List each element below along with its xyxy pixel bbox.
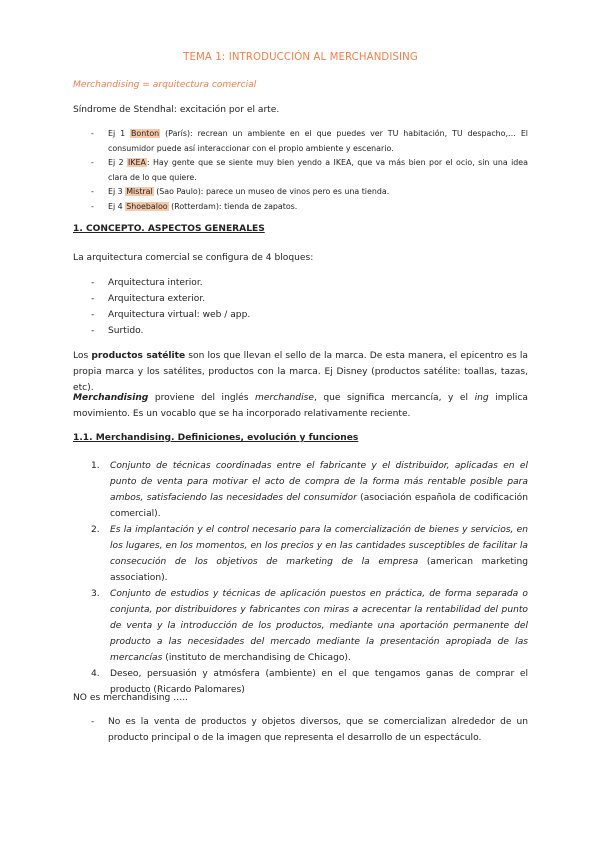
highlight-bonton: Bonton (131, 129, 160, 138)
list-item: - Ej 1 Bonton (París): recrean un ambiente en el que puedes ver TU habitación, TU despacho,… El consumidor puede así interaccionar con el propio ambiente y escenario. (91, 127, 528, 156)
highlight-ikea: IKEA (128, 158, 146, 167)
list-item: 2. Es la implantación y el control necesario para la comercialización de bienes y servicios, en los lugares, en los momentos, en los precios y en las cantidades susceptibles de facilitar la consecución de los objetivos de marketing de la empresa (american marketing association). (91, 525, 528, 583)
page-title: TEMA 1: INTRODUCCIÓN AL MERCHANDISING (183, 52, 418, 63)
blocks-list (91, 275, 528, 339)
list-item: - Arquitectura exterior. (91, 291, 528, 307)
section-heading-concepto: 1. CONCEPTO. ASPECTOS GENERALES (73, 224, 265, 234)
list-item: - Surtido. (91, 323, 528, 339)
not-merchandising-label: NO es merchandising ….. (73, 693, 189, 703)
bold-term: productos satélite (91, 351, 186, 361)
list-item: - Ej 3 Mistral (Sao Paulo): parece un museo de vinos pero es una tienda. (91, 185, 528, 200)
list-item: 1. Conjunto de técnicas coordinadas entre el fabricante y el distribuidor, aplicadas en el punto de venta para motivar el acto de compra de la forma más rentable posible para ambos, satisfaciendo las necesidades del consumidor (asociación española de codificación comercial). (91, 461, 528, 519)
list-item: 3. Conjunto de estudios y técnicas de aplicación puestos en práctica, de forma separada o conjunta, por distribuidores y fabricantes con miras a acrecentar la rentabilidad del punto de venta y la introducción de los productos, mediante una aportación permanente del producto a las necesidades del mercado mediante la presentación apropiada de las mercancías (instituto de merchandising de Chicago). (91, 589, 528, 663)
origin-paragraph: Merchandising proviene del inglés merchandise, que significa mercancía, y el ing implica movimiento. Es un vocablo que se ha incorporado relativamente reciente. (73, 393, 528, 419)
list-item: - Ej 4 Shoebaloo (Rotterdam): tienda de zapatos. (91, 200, 528, 215)
list-item: - Arquitectura virtual: web / app. (91, 307, 528, 323)
examples-list (91, 127, 528, 214)
list-item: - Ej 2 IKEA: Hay gente que se siente muy bien yendo a IKEA, que va más bien por el ocio, sin una idea clara de lo que quiere. (91, 156, 528, 185)
subtitle: Merchandising = arquitectura comercial (73, 80, 257, 90)
stendhal-text: Síndrome de Stendhal: excitación por el arte. (73, 105, 280, 115)
satelite-paragraph: Los productos satélite son los que llevan el sello de la marca. De esta manera, el epicentro es la propia marca y los satélites, productos con la marca. Ej Disney (productos satélite: toallas, tazas, etc). (73, 351, 528, 393)
blocks-intro: La arquitectura comercial se configura de 4 bloques: (73, 253, 314, 263)
section-heading-definiciones: 1.1. Merchandising. Definiciones, evolución y funciones (73, 433, 359, 443)
definitions-list (91, 458, 528, 698)
list-item: - Arquitectura interior. (91, 275, 528, 291)
not-merchandising-list (91, 714, 528, 746)
highlight-shoebaloo: Shoebaloo (126, 201, 168, 211)
list-item: - No es la venta de productos y objetos diversos, que se comercializan alrededor de un producto principal o de la imagen que representa el desarrollo de un espectáculo. (91, 714, 528, 746)
highlight-mistral: Mistral (126, 187, 153, 196)
list-item: 4. Deseo, persuasión y atmósfera (ambiente) en el que tengamos ganas de comprar el producto (Ricardo Palomares) (91, 669, 528, 695)
